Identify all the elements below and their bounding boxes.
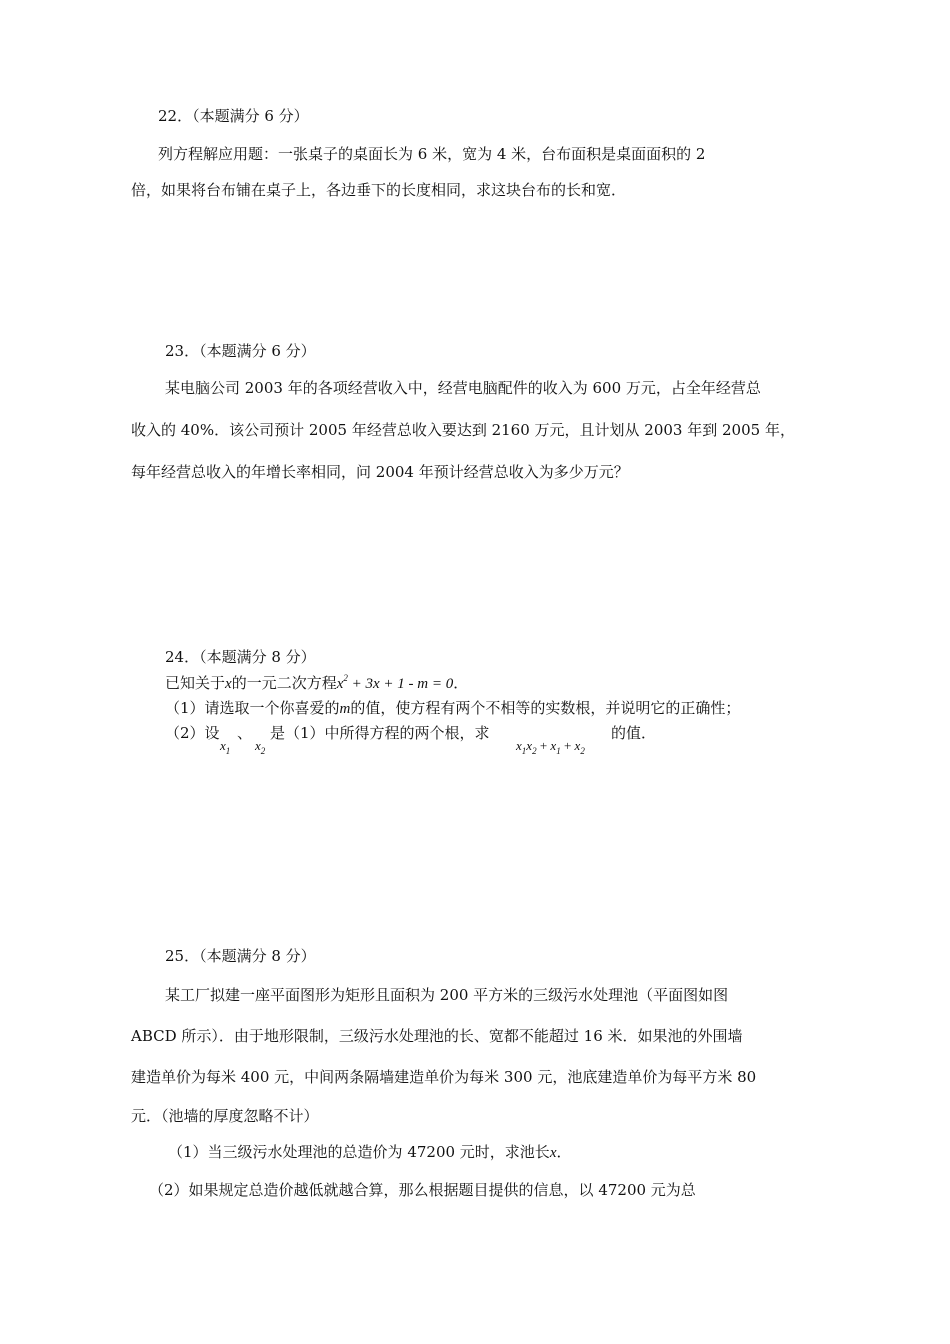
q25-line2: ABCD 所示）．由于地形限制，三级污水处理池的长、宽都不能超过 16 米．如果池的外围墙 [131,1027,743,1045]
q25-line3: 建造单价为每米 400 元，中间两条隔墙建造单价为每米 300 元，池底建造单价为每平方米 80 [131,1068,757,1086]
q24-part1: （1）请选取一个你喜爱的m的值，使方程有两个不相等的实数根，并说明它的正确性； [165,699,741,717]
expression-x1x2-plus-x1-plus-x2: $x_1x_2 + x_1 + x_2$ [516,738,585,756]
q24-statement: 已知关于x的一元二次方程$x^2 + 3x + 1 - m = 0$． [165,673,469,692]
q25-part2: （2）如果规定总造价越低就越合算，那么根据题目提供的信息，以 47200 元为总 [149,1181,696,1199]
q25-part1: （1）当三级污水处理池的总造价为 47200 元时，求池长x． [168,1143,572,1161]
q25-header: 25．（本题满分 8 分） [165,947,316,965]
q25-line4: 元．（池墙的厚度忽略不计） [131,1107,319,1125]
root-x1: $x_1$ [220,738,231,756]
q23-line2: 收入的 40%．该公司预计 2005 年经营总收入要达到 2160 万元，且计划从 2003 年到 2005 年， [131,421,795,439]
q24-part2-sep: 、 [237,724,253,742]
q24-header: 24．（本题满分 8 分） [165,648,316,666]
q25-line1: 某工厂拟建一座平面图形为矩形且面积为 200 平方米的三级污水处理池（平面图如图 [165,986,729,1004]
q22-line2: 倍，如果将台布铺在桌子上，各边垂下的长度相同，求这块台布的长和宽． [131,181,627,199]
q23-line3: 每年经营总收入的年增长率相同，问 2004 年预计经营总收入为多少万元？ [131,463,629,481]
root-x2: $x_2$ [255,738,266,756]
q22-line1: 列方程解应用题：一张桌子的桌面长为 6 米，宽为 4 米，台布面积是桌面面积的 2 [158,145,706,163]
q24-part2-b: 是（1）中所得方程的两个根，求 [270,724,490,742]
q23-line1: 某电脑公司 2003 年的各项经营收入中，经营电脑配件的收入为 600 万元，占全年经营总 [165,379,761,397]
var-x: x [225,676,232,692]
q23-header: 23．（本题满分 6 分） [165,342,316,360]
equation: $x^2 + 3x + 1 - m = 0$ [336,673,454,692]
q24-part2-c: 的值． [611,724,657,742]
q22-header: 22．（本题满分 6 分） [158,107,309,125]
var-x-length: x [549,1145,557,1161]
q24-part2-a: （2）设 [165,724,220,742]
var-m: m [339,701,351,717]
